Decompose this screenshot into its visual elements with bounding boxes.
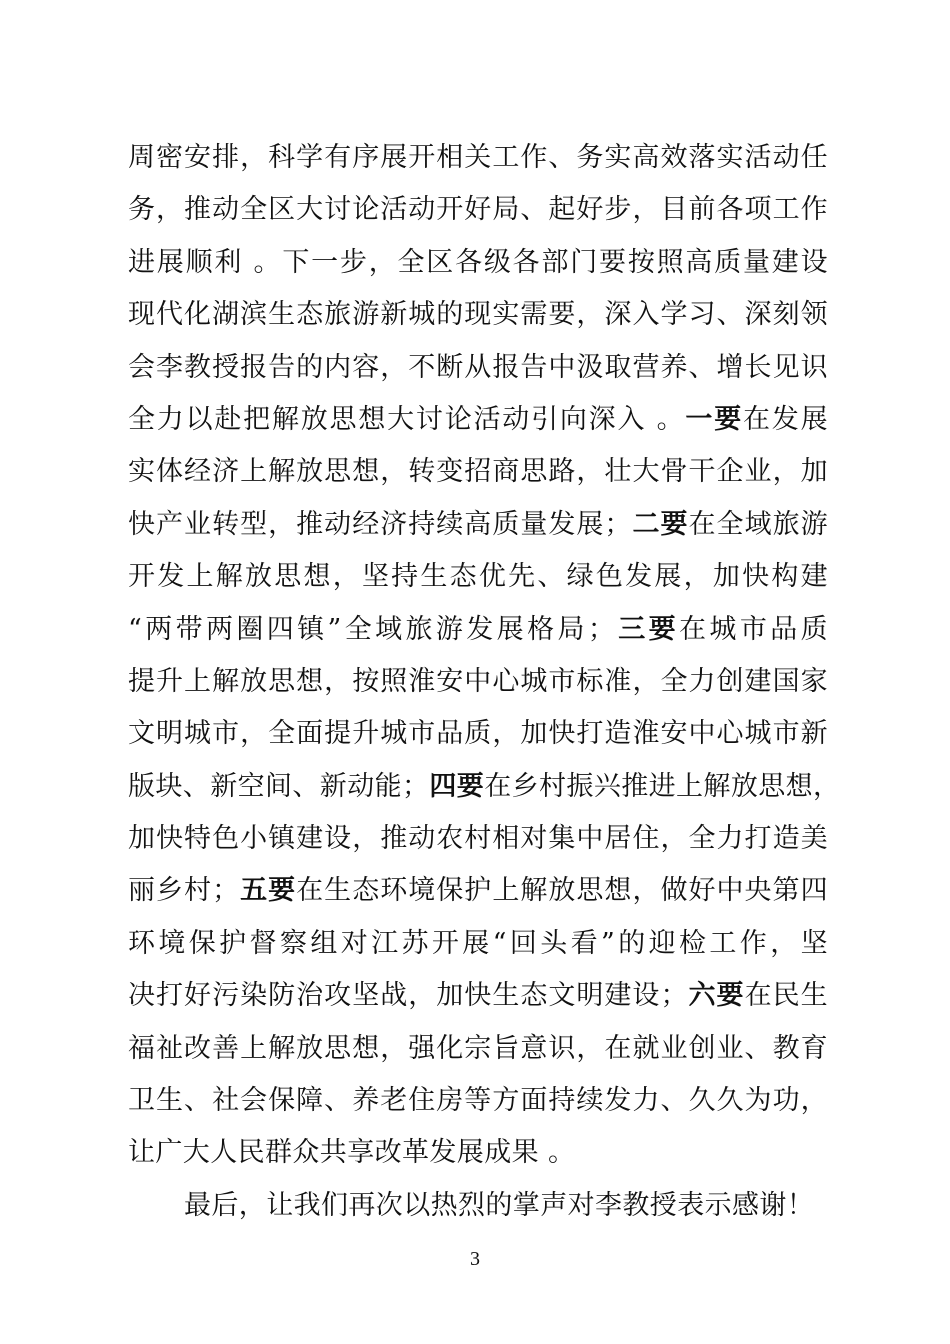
text-segment: 在乡村振兴推进上解放思想， [484, 770, 841, 802]
keyword-er-yao: 二要 [631, 508, 689, 540]
text-segment: 全力以赴把解放思想大讨论活动引向深入 。 [128, 403, 686, 435]
text-line [128, 394, 828, 446]
text-line: 提升上解放思想，按照淮安中心城市标准，全力创建国家 [128, 665, 828, 697]
text-line: 环境保护督察组对江苏开展“回头看”的迎检工作，坚 [128, 927, 828, 959]
text-segment: 在发展 [743, 403, 828, 435]
keyword-liu-yao: 六要 [687, 980, 745, 1012]
text-line: 会李教授报告的内容，不断从报告中汲取营养、增长见识 [128, 351, 828, 383]
body-text [128, 132, 841, 1232]
text-segment: 在生态环境保护上解放思想，做好中央第四 [296, 875, 828, 907]
page-number: 3 [470, 1248, 480, 1270]
text-line: 进展顺利 。下一步，全区各级各部门要按照高质量建设 [128, 246, 828, 278]
text-segment: 版块、新空间、新动能； [128, 770, 430, 802]
text-line: 卫生、社会保障、养老住房等方面持续发力、久久为功， [128, 1085, 828, 1117]
text-segment: 快产业转型，推动经济持续高质量发展； [128, 508, 632, 540]
text-line: 开发上解放思想，坚持生态优先、绿色发展，加快构建 [128, 561, 828, 593]
text-segment: 决打好污染防治攻坚战，加快生态文明建设； [128, 980, 688, 1012]
text-line: 实体经济上解放思想，转变招商思路，壮大骨干企业，加 [128, 456, 828, 488]
keyword-yi-yao: 一要 [685, 403, 744, 435]
text-line: 务，推动全区大讨论活动开好局、起好步，目前各项工作 [128, 194, 828, 226]
text-segment: 在民生 [744, 980, 829, 1012]
text-segment: 在全域旅游 [688, 508, 829, 540]
text-segment: “两带两圈四镇”全域旅游发展格局； [128, 613, 616, 645]
text-line: 福祉改善上解放思想，强化宗旨意识，在就业创业、教育 [128, 1032, 828, 1064]
closing-paragraph: 最后，让我们再次以热烈的掌声对李教授表示感谢！ [184, 1189, 815, 1221]
text-line [128, 761, 841, 813]
keyword-san-yao: 三要 [615, 613, 680, 645]
text-line: 现代化湖滨生态旅游新城的现实需要，深入学习、深刻领 [128, 299, 828, 331]
text-line [128, 865, 828, 917]
text-line: 文明城市，全面提升城市品质，加快打造淮安中心城市新 [128, 718, 828, 750]
text-segment: 在城市品质 [679, 613, 829, 645]
text-line [128, 499, 828, 551]
text-line [128, 970, 828, 1022]
keyword-si-yao: 四要 [429, 770, 485, 802]
text-line [128, 604, 828, 656]
keyword-wu-yao: 五要 [239, 875, 297, 907]
text-segment: 丽乡村； [128, 875, 240, 907]
text-line: 让广大人民群众共享改革发展成果 。 [128, 1137, 576, 1169]
text-line: 加快特色小镇建设，推动农村相对集中居住，全力打造美 [128, 823, 828, 855]
text-line: 周密安排，科学有序展开相关工作、务实高效落实活动任 [128, 142, 828, 173]
